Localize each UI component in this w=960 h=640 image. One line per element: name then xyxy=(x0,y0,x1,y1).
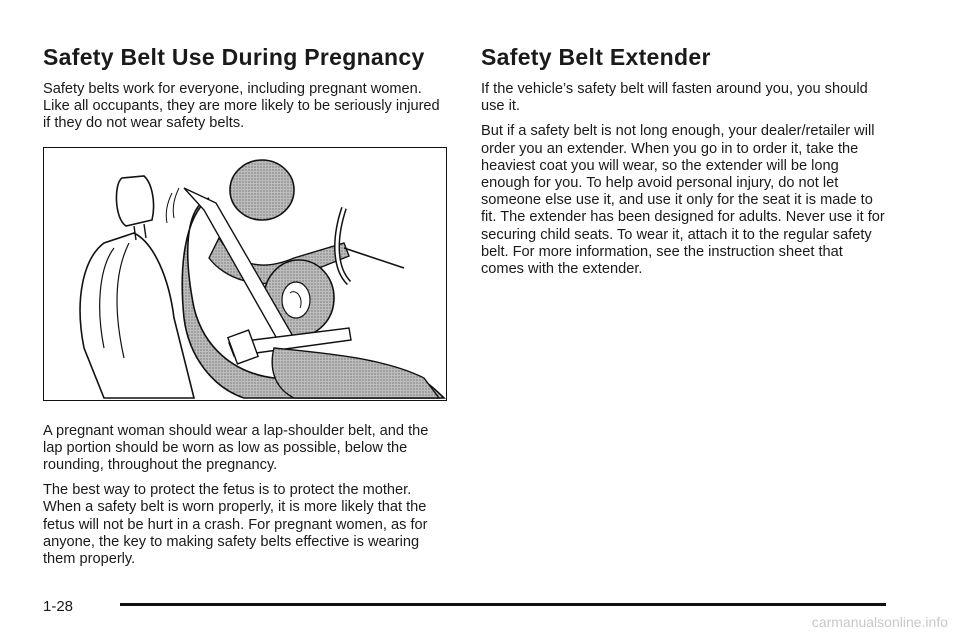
footer-rule xyxy=(120,603,886,606)
extender-paragraph-2: But if a safety belt is not long enough, your dealer/retailer will order you an extender. When you go in to order it, take the heaviest coat you will wear, so the extender will be long enough for you. To help avoid personal injury, do not let someone else use it, and use it only for the seat it is made to fit. The extender has been designed for adults. Never use it for securing child seats. To wear it, attach it to the regular safety belt. For more information, see the instruction sheet that comes with the extender. xyxy=(481,123,885,278)
pregnancy-intro-paragraph: Safety belts work for everyone, including pregnant women. Like all occupants, they are more likely to be seriously injured if they do not wear safety belts. xyxy=(43,81,440,132)
page-number: 1-28 xyxy=(43,598,74,615)
pregnancy-protect-paragraph: The best way to protect the fetus is to protect the mother. When a safety belt is worn properly, it is more likely that the fetus will not be hurt in a crash. For pregnant women, as for anyone, the key to making safety belts effective is wearing them properly. xyxy=(43,482,428,568)
extender-paragraph-1: If the vehicle’s safety belt will fasten around you, you should use it. xyxy=(481,81,868,115)
extender-heading: Safety Belt Extender xyxy=(481,44,711,70)
pregnancy-lap-belt-paragraph: A pregnant woman should wear a lap-shoulder belt, and the lap portion should be worn as low as possible, below the rounding, throughout the pregnancy. xyxy=(43,422,429,474)
pregnancy-heading: Safety Belt Use During Pregnancy xyxy=(43,44,425,70)
watermark: carmanualsonline.info xyxy=(811,614,948,630)
left-column xyxy=(43,44,448,576)
pregnant-belt-illustration xyxy=(43,147,447,401)
right-column xyxy=(481,44,886,286)
